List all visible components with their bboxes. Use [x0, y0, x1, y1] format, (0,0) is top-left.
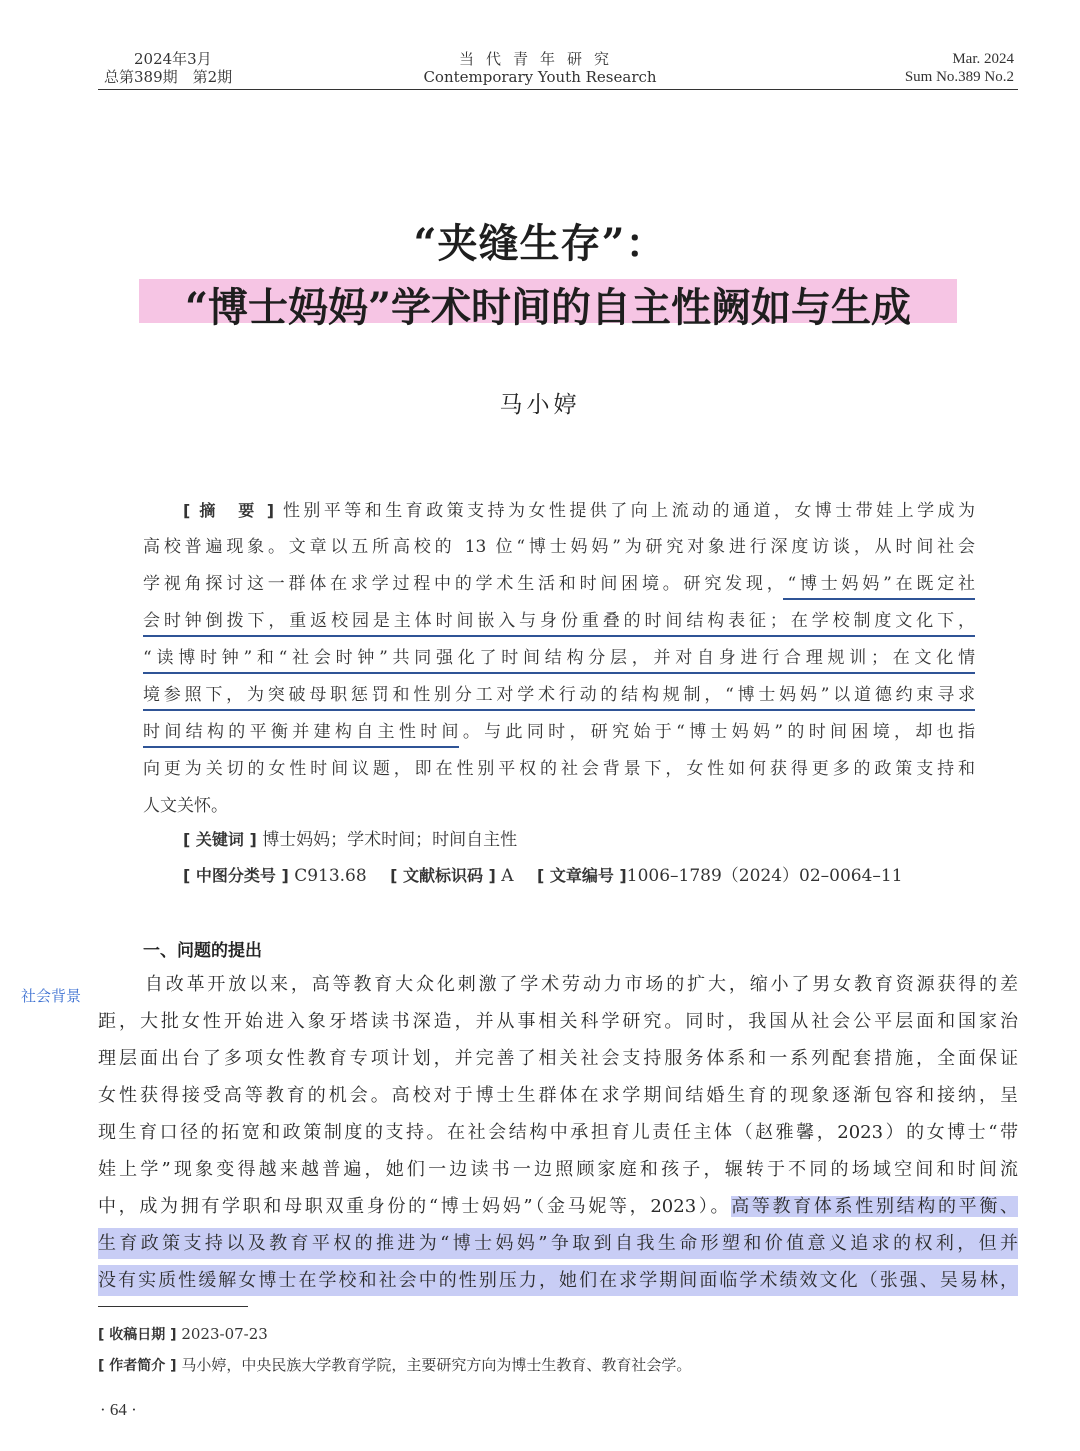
article-number-tag: [ 文章编号 ]	[536, 866, 627, 885]
footnote-divider	[98, 1306, 248, 1307]
abstract-line: 时间结构的平衡并建构自主性时间。与此同时，研究始于“博士妈妈”的时间困境，却也指	[143, 714, 975, 751]
body-line: 娃上学”现象变得越来越普遍，她们一边读书一边照顾家庭和孩子，辗转于不同的场域空间和时间流	[98, 1159, 1018, 1180]
journal-name-cn: 当代青年研究	[458, 50, 621, 68]
header-date: 2024年3月	[134, 50, 212, 68]
abstract-tag: [ 摘 要 ]	[183, 501, 275, 520]
header-divider	[98, 89, 1018, 90]
body-line: 中，成为拥有学职和母职双重身份的“博士妈妈”（金马妮等，2023）。高等教育体系性别结构的平衡、	[98, 1196, 1019, 1217]
abstract-line: 人文关怀。	[143, 796, 228, 816]
doc-code-value: A	[501, 866, 514, 886]
body-line-highlighted: 生育政策支持以及教育平权的推进为“博士妈妈”争取到自我生命形塑和价值意义追求的权利，但并	[98, 1225, 1018, 1262]
journal-date-issue-en	[905, 50, 1014, 86]
body-line: 理层面出台了多项女性教育专项计划，并完善了相关社会支持服务体系和一系列配套措施，全面保证	[98, 1048, 1018, 1069]
title-line-2: “博士妈妈”学术时间的自主性阙如与生成	[184, 284, 911, 331]
abstract-line: 境参照下，为突破母职惩罚和性别分工对学术行动的结构规制，“博士妈妈”以道德约束寻求	[143, 677, 975, 714]
keywords	[183, 825, 517, 850]
underline-mark	[143, 746, 459, 748]
title-line-1: “夹缝生存”：	[413, 220, 667, 267]
classification	[183, 861, 903, 886]
keywords-text: 博士妈妈；学术时间；时间自主性	[262, 830, 518, 850]
author-name: 马小婷	[499, 392, 581, 418]
abstract-line: “读博时钟”和“社会时钟”共同强化了时间结构分层，并对自身进行合理规训；在文化情	[143, 640, 975, 677]
journal-name-en: Contemporary Youth Research	[423, 68, 657, 86]
abstract-line: 向更为关切的女性时间议题，即在性别平权的社会背景下，女性如何获得更多的政策支持和	[143, 759, 975, 779]
body-line: 女性获得接受高等教育的机会。高校对于博士生群体在求学期间结婚生育的现象逐渐包容和接纳，呈	[98, 1085, 1018, 1106]
abstract-line: 学视角探讨这一群体在求学过程中的学术生活和时间困境。研究发现，“博士妈妈”在既定社	[143, 566, 975, 603]
body-line: 现生育口径的拓宽和政策制度的支持。在社会结构中承担育儿责任主体（赵雅馨，2023）的女博士“带	[98, 1122, 1018, 1143]
underline-mark	[783, 598, 975, 600]
underline-mark	[143, 709, 975, 711]
article-number-value: 1006–1789（2024）02–0064–11	[626, 866, 903, 886]
highlighted-text: 高等教育体系性别结构的平衡、	[731, 1196, 1019, 1217]
footnote-received: [ 收稿日期 ] 2023-07-23	[98, 1325, 268, 1343]
clc-value: C913.68	[294, 866, 367, 886]
margin-note: 社会背景	[21, 987, 82, 1005]
body-line: 自改革开放以来，高等教育大众化刺激了学术劳动力市场的扩大，缩小了男女教育资源获得的差	[142, 974, 1018, 995]
clc-tag: [ 中图分类号 ]	[183, 866, 289, 885]
underline-mark	[143, 635, 975, 637]
underline-mark	[143, 672, 975, 674]
abstract	[143, 492, 975, 825]
abstract-line: 会时钟倒拨下，重返校园是主体时间嵌入与身份重叠的时间结构表征；在学校制度文化下，	[143, 603, 975, 640]
body-line: 距，大批女性开始进入象牙塔读书深造，并从事相关科学研究。同时，我国从社会公平层面和国家治	[98, 1011, 1018, 1032]
body-text	[98, 966, 1018, 1299]
header-date-en: Mar. 2024	[952, 51, 1014, 67]
section-heading: 一、问题的提出	[143, 941, 262, 961]
keywords-tag: [ 关键词 ]	[183, 830, 257, 849]
doc-code-tag: [ 文献标识码 ]	[390, 866, 496, 885]
header-issue: 总第389期 第2期	[104, 68, 233, 86]
footnote-author: [ 作者简介 ] 马小婷，中央民族大学教育学院，主要研究方向为博士生教育、教育社会学。	[98, 1356, 692, 1374]
abstract-line: [ 摘 要 ] 性别平等和生育政策支持为女性提供了向上流动的通道，女博士带娃上学成为	[183, 501, 976, 521]
abstract-line: 高校普遍现象。文章以五所高校的 13 位“博士妈妈”为研究对象进行深度访谈，从时间社会	[143, 537, 975, 557]
page-number: · 64 ·	[100, 1400, 137, 1419]
header-issue-en: Sum No.389 No.2	[904, 69, 1014, 85]
body-line-highlighted: 没有实质性缓解女博士在学校和社会中的性别压力，她们在求学期间面临学术绩效文化（张强、吴易林，	[98, 1262, 1018, 1299]
